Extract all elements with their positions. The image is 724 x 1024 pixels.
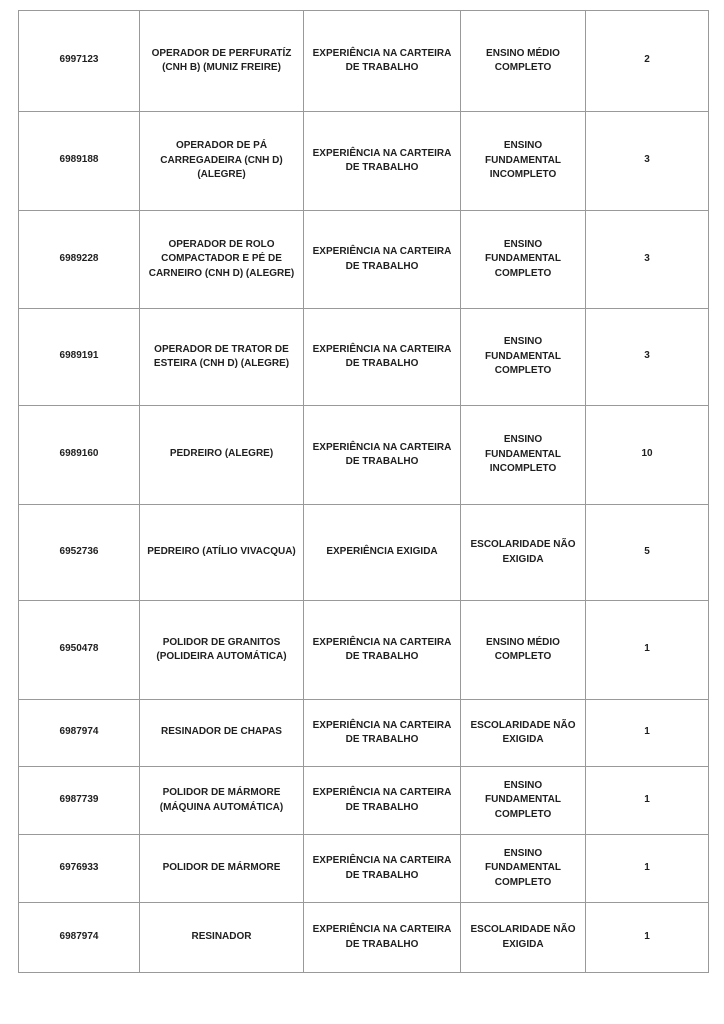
vacancy-id-cell <box>19 112 140 211</box>
vacancy-id-cell <box>19 211 140 309</box>
vacancy-title-cell <box>140 835 304 903</box>
vacancy-id: 6950478 <box>59 643 99 655</box>
vacancy-title: POLIDOR DE MÁRMORE <box>162 861 281 873</box>
vacancy-count-cell <box>586 112 709 211</box>
vacancy-count: 5 <box>644 545 650 557</box>
vacancy-id-cell <box>19 835 140 903</box>
vacancy-count: 3 <box>644 350 650 362</box>
table-row <box>19 309 709 406</box>
vacancy-id-cell <box>19 11 140 112</box>
experience-cell <box>304 11 461 112</box>
experience-cell <box>304 112 461 211</box>
vacancy-count-cell <box>586 767 709 835</box>
experience-requirement: EXPERIÊNCIA NA CARTEIRA DE TRABALHO <box>312 719 452 745</box>
vacancy-id-cell <box>19 601 140 700</box>
vacancy-count-cell <box>586 11 709 112</box>
experience-requirement: EXPERIÊNCIA NA CARTEIRA DE TRABALHO <box>312 246 452 272</box>
vacancy-title-cell <box>140 406 304 505</box>
experience-cell <box>304 903 461 973</box>
vacancy-count-cell <box>586 835 709 903</box>
vacancy-title: PEDREIRO (ALEGRE) <box>169 448 274 460</box>
vacancy-id: 6989188 <box>59 154 99 166</box>
vacancy-title-cell <box>140 903 304 973</box>
vacancy-id-cell <box>19 903 140 973</box>
vacancy-title: OPERADOR DE TRATOR DE ESTEIRA (CNH D) (ALEGRE) <box>153 343 290 369</box>
experience-cell <box>304 767 461 835</box>
vacancy-title-cell <box>140 309 304 406</box>
vacancy-id-cell <box>19 700 140 767</box>
table-row <box>19 505 709 601</box>
experience-cell <box>304 835 461 903</box>
vacancies-table <box>18 10 709 973</box>
vacancy-title: RESINADOR DE CHAPAS <box>161 726 282 738</box>
vacancy-count-cell <box>586 211 709 309</box>
education-cell <box>461 406 586 505</box>
vacancy-count: 1 <box>644 643 650 655</box>
education-cell <box>461 11 586 112</box>
vacancy-count: 1 <box>644 930 650 942</box>
education-requirement: ENSINO FUNDAMENTAL COMPLETO <box>485 336 561 377</box>
education-requirement: ENSINO FUNDAMENTAL COMPLETO <box>485 779 561 820</box>
experience-cell <box>304 309 461 406</box>
education-requirement: ESCOLARIDADE NÃO EXIGIDA <box>470 924 576 950</box>
table-row <box>19 11 709 112</box>
vacancy-id: 6989160 <box>59 448 99 460</box>
vacancy-count-cell <box>586 309 709 406</box>
vacancy-count: 1 <box>644 726 650 738</box>
vacancies-table-body <box>19 11 709 973</box>
education-cell <box>461 309 586 406</box>
experience-requirement: EXPERIÊNCIA NA CARTEIRA DE TRABALHO <box>312 343 452 369</box>
vacancy-count-cell <box>586 903 709 973</box>
vacancy-id: 6987739 <box>59 793 99 805</box>
experience-requirement: EXPERIÊNCIA EXIGIDA <box>326 545 438 557</box>
vacancy-count-cell <box>586 700 709 767</box>
vacancy-title: RESINADOR <box>191 930 252 942</box>
table-row <box>19 406 709 505</box>
experience-requirement: EXPERIÊNCIA NA CARTEIRA DE TRABALHO <box>312 636 452 662</box>
vacancy-count: 1 <box>644 861 650 873</box>
vacancy-title-cell <box>140 505 304 601</box>
vacancy-id: 6997123 <box>59 54 99 66</box>
experience-requirement: EXPERIÊNCIA NA CARTEIRA DE TRABALHO <box>312 147 452 173</box>
vacancy-id-cell <box>19 309 140 406</box>
vacancy-title: OPERADOR DE PÁ CARREGADEIRA (CNH D) (ALEGRE) <box>160 140 283 181</box>
experience-cell <box>304 601 461 700</box>
vacancy-title: POLIDOR DE GRANITOS (POLIDEIRA AUTOMÁTICA) <box>156 636 287 662</box>
vacancy-title-cell <box>140 767 304 835</box>
education-cell <box>461 112 586 211</box>
experience-cell <box>304 700 461 767</box>
education-requirement: ENSINO FUNDAMENTAL COMPLETO <box>485 847 561 888</box>
vacancy-id: 6987974 <box>59 930 99 942</box>
education-cell <box>461 903 586 973</box>
education-cell <box>461 835 586 903</box>
education-cell <box>461 767 586 835</box>
vacancy-title: PEDREIRO (ATÍLIO VIVACQUA) <box>147 545 296 557</box>
vacancy-title: POLIDOR DE MÁRMORE (MÁQUINA AUTOMÁTICA) <box>159 787 284 813</box>
vacancy-count: 3 <box>644 154 650 166</box>
vacancy-title-cell <box>140 601 304 700</box>
experience-cell <box>304 505 461 601</box>
vacancy-id: 6989228 <box>59 252 99 264</box>
education-requirement: ESCOLARIDADE NÃO EXIGIDA <box>470 539 576 565</box>
vacancy-id: 6952736 <box>59 545 99 557</box>
vacancy-id-cell <box>19 767 140 835</box>
table-row <box>19 112 709 211</box>
vacancy-title-cell <box>140 700 304 767</box>
vacancy-id-cell <box>19 505 140 601</box>
table-row <box>19 211 709 309</box>
experience-requirement: EXPERIÊNCIA NA CARTEIRA DE TRABALHO <box>312 787 452 813</box>
education-requirement: ENSINO MÉDIO COMPLETO <box>486 47 560 73</box>
vacancy-title-cell <box>140 112 304 211</box>
education-cell <box>461 505 586 601</box>
experience-requirement: EXPERIÊNCIA NA CARTEIRA DE TRABALHO <box>312 855 452 881</box>
education-requirement: ESCOLARIDADE NÃO EXIGIDA <box>470 719 576 745</box>
vacancy-count: 3 <box>644 252 650 264</box>
vacancy-id-cell <box>19 406 140 505</box>
vacancy-id: 6976933 <box>59 861 99 873</box>
vacancy-title-cell <box>140 211 304 309</box>
experience-cell <box>304 406 461 505</box>
table-row <box>19 700 709 767</box>
vacancy-count-cell <box>586 505 709 601</box>
education-requirement: ENSINO FUNDAMENTAL COMPLETO <box>485 238 561 279</box>
vacancy-title-cell <box>140 11 304 112</box>
vacancy-count-cell <box>586 406 709 505</box>
table-row <box>19 601 709 700</box>
vacancy-count: 1 <box>644 793 650 805</box>
experience-requirement: EXPERIÊNCIA NA CARTEIRA DE TRABALHO <box>312 47 452 73</box>
vacancy-count-cell <box>586 601 709 700</box>
table-row <box>19 903 709 973</box>
education-requirement: ENSINO FUNDAMENTAL INCOMPLETO <box>485 140 561 181</box>
vacancy-count: 10 <box>641 448 653 460</box>
education-cell <box>461 601 586 700</box>
vacancy-id: 6989191 <box>59 350 99 362</box>
education-cell <box>461 700 586 767</box>
education-requirement: ENSINO FUNDAMENTAL INCOMPLETO <box>485 434 561 475</box>
experience-cell <box>304 211 461 309</box>
experience-requirement: EXPERIÊNCIA NA CARTEIRA DE TRABALHO <box>312 441 452 467</box>
vacancy-id: 6987974 <box>59 726 99 738</box>
experience-requirement: EXPERIÊNCIA NA CARTEIRA DE TRABALHO <box>312 924 452 950</box>
vacancy-title: OPERADOR DE PERFURATÍZ (CNH B) (MUNIZ FREIRE) <box>151 47 292 73</box>
vacancy-count: 2 <box>644 54 650 66</box>
table-row <box>19 835 709 903</box>
education-requirement: ENSINO MÉDIO COMPLETO <box>486 636 560 662</box>
education-cell <box>461 211 586 309</box>
vacancy-title: OPERADOR DE ROLO COMPACTADOR E PÉ DE CARNEIRO (CNH D) (ALEGRE) <box>148 238 295 279</box>
table-row <box>19 767 709 835</box>
